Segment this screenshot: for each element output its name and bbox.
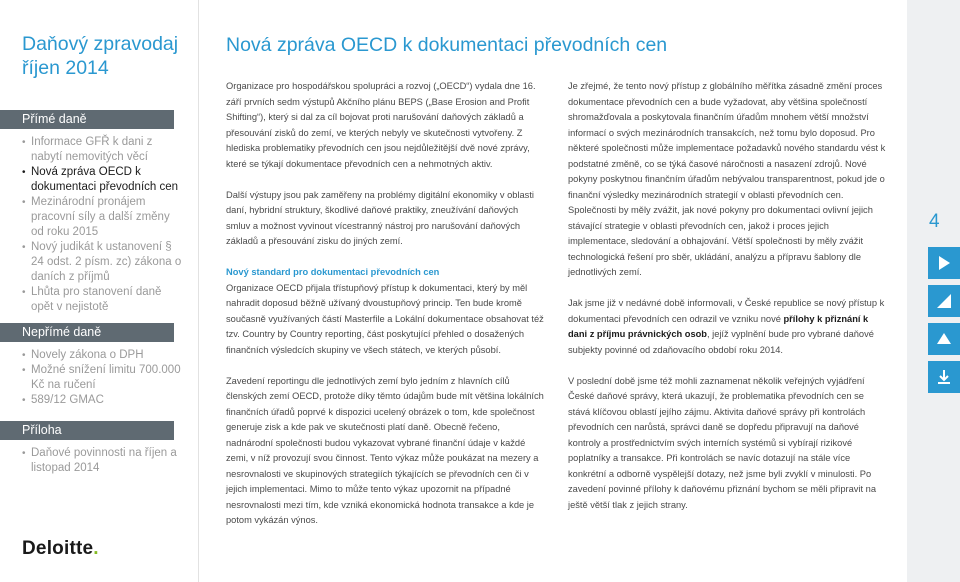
sidebar-item-novely-zakona-dph[interactable]: • Novely zákona o DPH — [22, 348, 182, 363]
section-list-prime-dane — [22, 135, 182, 315]
deloitte-logo — [22, 538, 99, 560]
section-heading-priloha[interactable] — [0, 421, 174, 440]
paragraph-with-bold — [568, 296, 886, 358]
logo-text: Deloitte — [22, 538, 94, 559]
next-arrow-icon — [936, 255, 952, 271]
paragraph: Organizace pro hospodářskou spolupráci a rozvoj („OECD“) vydala dne 16. září prvních sedm výstupů Akčního plánu BEPS („Base Erosion and Profit Shifting“), který si dal za cíl bojovat proti narušování daňových základů a přesouvání zisků do zemí, ve kterých nebyly ve skutečnosti vytvořeny. Z hlediska problematiky převodních cen jsou nejdůležitější dvě nové zprávy, které se týkají dokumentace převodních cen a nehmotných aktiv. — [226, 81, 536, 169]
paragraph: Organizace OECD přijala třístupňový přístup k dokumentaci, který by měl nahradit doposud běžně užívaný dvoustupňový princip. Ten bude kromě současně využívaných částí Masterfile a Lokální dokumentace obsahovat též tzv. Country by Country reporting, část poskytující přehled o dosažených finančních výsledcích skupiny ve všech státech, ve kterých působí. — [226, 282, 544, 355]
paragraph: Další výstupy jsou pak zaměřeny na problémy digitální ekonomiky v oblasti daní, hybridní struktury, škodlivé daňové praktiky, zneužívání daňových smluv a možnost vyvinout vícestranný nástroj pro narušování daňových základů a přesouvání zisku do jiných zemí. — [226, 189, 534, 246]
sidebar-item-nova-zprava-oecd[interactable]: • Nová zpráva OECD k dokumentaci převodních cen — [22, 165, 182, 195]
section-list-priloha — [22, 446, 182, 476]
subheading: Nový standard pro dokumentaci převodních cen — [226, 267, 440, 277]
next-page-button[interactable] — [928, 247, 960, 279]
sidebar-item-novy-judikat[interactable]: • Nový judikát k ustanovení § 24 odst. 2 písm. zc) zákona o daních z příjmů — [22, 240, 182, 285]
back-arrow-icon — [936, 293, 952, 309]
bold-text: přílohy k přiznání k dani z příjmu právnických osob — [568, 313, 869, 339]
sidebar — [0, 0, 198, 582]
text-run: , jejíž vyplnění bude pro vybrané daňové subjekty povinné od zdaňovacího období roku 2014. — [568, 329, 874, 355]
sidebar-item-mezinarodni-pronajem[interactable]: • Mezinárodní pronájem pracovní síly a další změny od roku 2015 — [22, 195, 182, 240]
top-button[interactable] — [928, 323, 960, 355]
back-button[interactable] — [928, 285, 960, 317]
newsletter-title — [22, 32, 178, 80]
page-title: Nová zpráva OECD k dokumentaci převodních cen — [226, 34, 668, 56]
paragraph: Zavedení reportingu dle jednotlivých zemí bylo jedním z hlavních cílů členských zemí OECD, protože díky těmto údajům bude mít většina lokálních finančních úřadů poprvé k dispozici ucelený obrázek o tom, kde společnost generuje zisk a kde pak ve skutečnosti platí daně. Obecně řečeno, nadnárodní společnosti budou vykazovat vybrané finanční údaje v každé zemi, v níž provozují svou činnost. Tento výkaz může poukázat na mezery a nesrovnalosti ve skupinových strategiích týkajících se převodních cen či v jejich implementaci. Mimo to může tento výkaz upozornit na případné nesrovnalosti mezi tím, kde vzniká ekonomická hodnota transakce a kde je potom vykázán výnos. — [226, 375, 544, 525]
sidebar-item-danove-povinnosti[interactable]: • Daňové povinnosti na říjen a listopad 2014 — [22, 446, 182, 476]
section-heading-label: Přímé daně — [22, 112, 87, 126]
section-heading-prime-dane[interactable] — [0, 110, 174, 129]
paragraph: V poslední době jsme též mohli zaznamenat několik veřejných vyjádření České daňové správy, která ukazují, že problematika převodních cen se stává klíčovou oblastí jejího zájmu. Aktivita daňové správy při kontrolách převodních cen narůstá, správci daně se dopředu připravují na daňové kontroly a prostřednictvím svých interních systémů si vybírají rizikové poplatníky a transakce. Při kontrolách se navíc dotazují na stále více konkrétní a odborně vyspělejší dotazy, než jsme byli zvyklí v minulosti. Po zavedení povinné přílohy k daňovému přiznání bychom se měli připravit na ještě větší tlak z jejich strany. — [568, 375, 876, 510]
newsletter-title-line1: Daňový zpravodaj — [22, 33, 179, 55]
section-list-neprime-dane — [22, 348, 182, 408]
sidebar-divider — [198, 0, 199, 582]
article-column-right — [568, 79, 886, 529]
up-arrow-icon — [936, 331, 952, 347]
newsletter-title-line2: říjen 2014 — [22, 57, 109, 79]
sidebar-item-informace-gfr[interactable]: • Informace GFŘ k dani z nabytí nemovitých věcí — [22, 135, 182, 165]
sidebar-item-589-12-gmac[interactable]: • 589/12 GMAC — [22, 393, 182, 408]
download-button[interactable] — [928, 361, 960, 393]
section-heading-label: Příloha — [22, 423, 62, 437]
article-column-left — [226, 79, 544, 544]
section-heading-neprime-dane[interactable] — [0, 323, 174, 342]
paragraph: Je zřejmé, že tento nový přístup z globálního měřítka zásadně změní proces dokumentace převodních cen a bude vyžadovat, aby většina společností shromažďovala a poskytovala finančním úřadům mnohem větší množství informací o svých mezinárodních transakcích, než tomu bylo doposud. Pro některé společnosti může implementace požadavků nového standardu vést k podstatné změně, co se týká časové náročnosti a nasazení zdrojů. Nové pokyny poskytnou finančním úřadům nebývalou transparentnost, pokud jde o finanční výsledky mezinárodních strategií v oblasti převodních cen. Společnosti by měly zvážit, jak nové pokyny pro dokumentaci ovlivní jejich stávající strategie v oblasti převodních cen, jakož i proces jejich implementace, sledování a obhajování. Větší společnosti by měly zvážit technologická řešení pro sběr, ukládání, analýzu a přípravu šablony dle jednotlivých zemí. — [568, 81, 886, 277]
page-number: 4 — [929, 211, 940, 232]
text-run: Jak jsme již v nedávné době informovali, v České republice se nový přístup k dokumentaci převodních cen odrazil ve vzniku nové — [568, 298, 885, 324]
logo-dot: . — [93, 538, 99, 559]
sidebar-item-lhuta-pro-stanoveni[interactable]: • Lhůta pro stanovení daně opět v nejistotě — [22, 285, 182, 315]
download-arrow-icon — [936, 369, 952, 385]
section-heading-label: Nepřímé daně — [22, 325, 102, 339]
sidebar-item-mozne-snizeni-limitu[interactable]: • Možné snížení limitu 700.000 Kč na ručení — [22, 363, 182, 393]
